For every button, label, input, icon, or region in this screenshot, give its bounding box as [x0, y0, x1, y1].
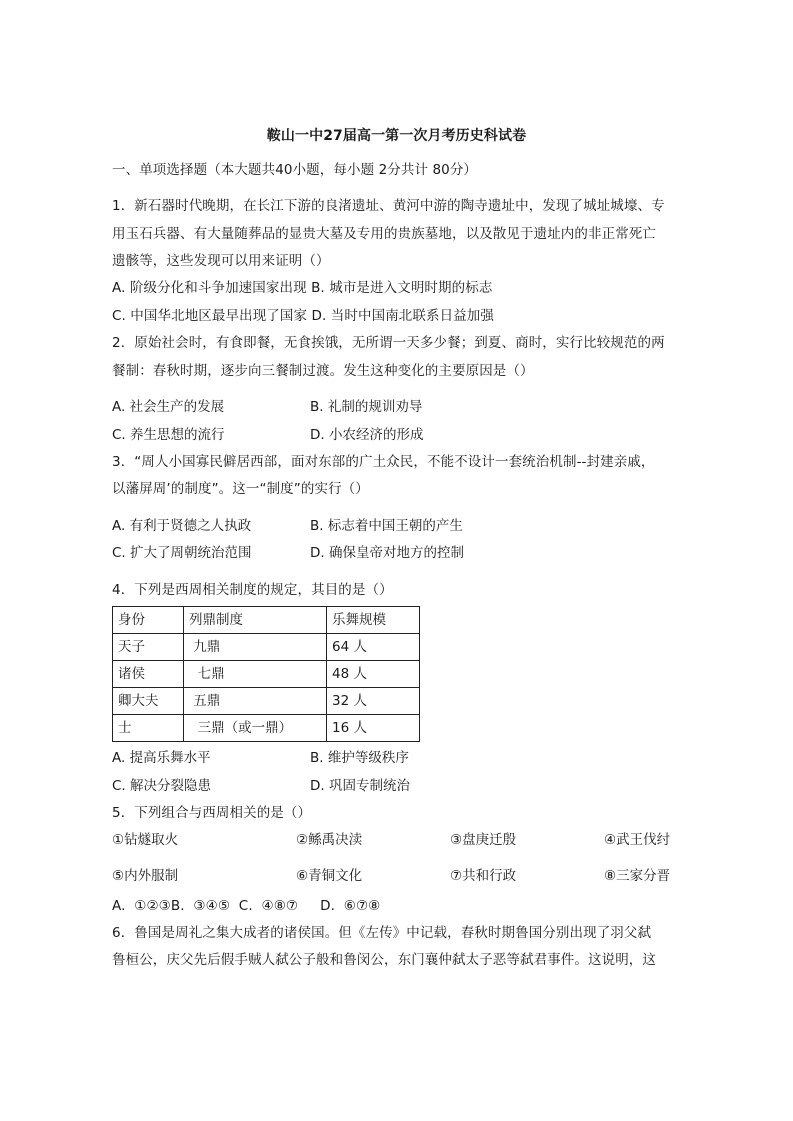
- item-2: ②鲧禹决渎: [296, 832, 363, 848]
- option-b: B. 维护等级秩序: [310, 750, 409, 766]
- answer-options: A. ①②③B. ③④⑤ C. ④⑧⑦ D. ⑥⑦⑧: [112, 898, 381, 914]
- question-text: 6．鲁国是周礼之集大成者的诸侯国。但《左传》中记载，春秋时期鲁国分别出现了羽父弑: [112, 925, 652, 941]
- option-d: D. 确保皇帝对地方的控制: [310, 545, 464, 561]
- option-line: C. 中国华北地区最早出现了国家 D. 当时中国南北联系日益加强: [112, 308, 494, 324]
- option-d: D. 小农经济的形成: [310, 427, 424, 443]
- question-text: 5．下列组合与西周相关的是（）: [112, 805, 312, 821]
- table-cell: 三鼎（或一鼎）: [184, 715, 327, 742]
- table-header-row: [113, 607, 420, 634]
- item-7: ⑦共和行政: [450, 868, 517, 884]
- table-header: 身份: [113, 607, 184, 634]
- item-5: ⑤内外服制: [112, 868, 179, 884]
- question-text: 用玉石兵器、有大量随葬品的显贵大墓及专用的贵族墓地，以及散见于遗址内的非正常死亡: [112, 226, 656, 242]
- ritual-table: [112, 606, 420, 742]
- table-cell: 五鼎: [184, 688, 327, 715]
- option-b: B. 标志着中国王朝的产生: [310, 518, 463, 534]
- table-cell: 16 人: [327, 715, 420, 742]
- question-text: 3．“周人小国寡民僻居西部，面对东部的广土众民，不能不设计一套统治机制--封建亲戚，: [112, 454, 655, 470]
- table-cell: 九鼎: [184, 634, 327, 661]
- item-6: ⑥青铜文化: [296, 868, 363, 884]
- option-a: A. 提高乐舞水平: [112, 750, 211, 766]
- table-row: [113, 688, 420, 715]
- exam-title: 鞍山一中27届高一第一次月考历史科试卷: [266, 128, 527, 144]
- option-d: D. 巩固专制统治: [310, 778, 410, 794]
- table-cell: 诸侯: [113, 661, 184, 688]
- option-c: C. 养生思想的流行: [112, 427, 225, 443]
- question-text: 1．新石器时代晚期，在长江下游的良渚遗址、黄河中游的陶寺遗址中，发现了城址城壕、专: [112, 198, 665, 214]
- table-cell: 七鼎: [184, 661, 327, 688]
- item-8: ⑧三家分晋: [604, 868, 671, 884]
- item-1: ①钻燧取火: [112, 832, 179, 848]
- option-c: C. 扩大了周朝统治范围: [112, 545, 252, 561]
- item-4: ④武王伐纣: [604, 832, 671, 848]
- item-3: ③盘庚迁殷: [450, 832, 517, 848]
- option-b: B. 礼制的规训劝导: [310, 399, 423, 415]
- table-cell: 64 人: [327, 634, 420, 661]
- option-line: A. 阶级分化和斗争加速国家出现 B. 城市是进入文明时期的标志: [112, 280, 493, 296]
- table-row: [113, 634, 420, 661]
- table-row: [113, 715, 420, 742]
- question-text: 遗骸等，这些发现可以用来证明（）: [112, 253, 330, 269]
- question-text: 餐制：春秋时期，逐步向三餐制过渡。发生这种变化的主要原因是（）: [112, 363, 534, 379]
- table-cell: 天子: [113, 634, 184, 661]
- section-heading: 一、单项选择题（本大题共40小题，每小题 2分共计 80分）: [112, 162, 478, 178]
- question-text: 鲁桓公，庆父先后假手贼人弑公子般和鲁闵公，东门襄仲弑太子恶等弑君事件。这说明，这: [112, 952, 656, 968]
- option-a: A. 有利于贤德之人执政: [112, 518, 252, 534]
- option-a: A. 社会生产的发展: [112, 399, 225, 415]
- table-cell: 48 人: [327, 661, 420, 688]
- table-cell: 卿大夫: [113, 688, 184, 715]
- table-row: [113, 661, 420, 688]
- question-text: 4．下列是西周相关制度的规定，其目的是（）: [112, 582, 393, 598]
- table-cell: 士: [113, 715, 184, 742]
- question-text: 以藩屏周’的制度”。这一“制度”的实行（）: [112, 481, 369, 497]
- table-header: 乐舞规模: [327, 607, 420, 634]
- question-text: 2．原始社会时，有食即餐，无食挨饿，无所谓一天多少餐；到夏、商时，实行比较规范的两: [112, 335, 665, 351]
- table-cell: 32 人: [327, 688, 420, 715]
- option-c: C. 解决分裂隐患: [112, 778, 212, 794]
- table-header: 列鼎制度: [184, 607, 327, 634]
